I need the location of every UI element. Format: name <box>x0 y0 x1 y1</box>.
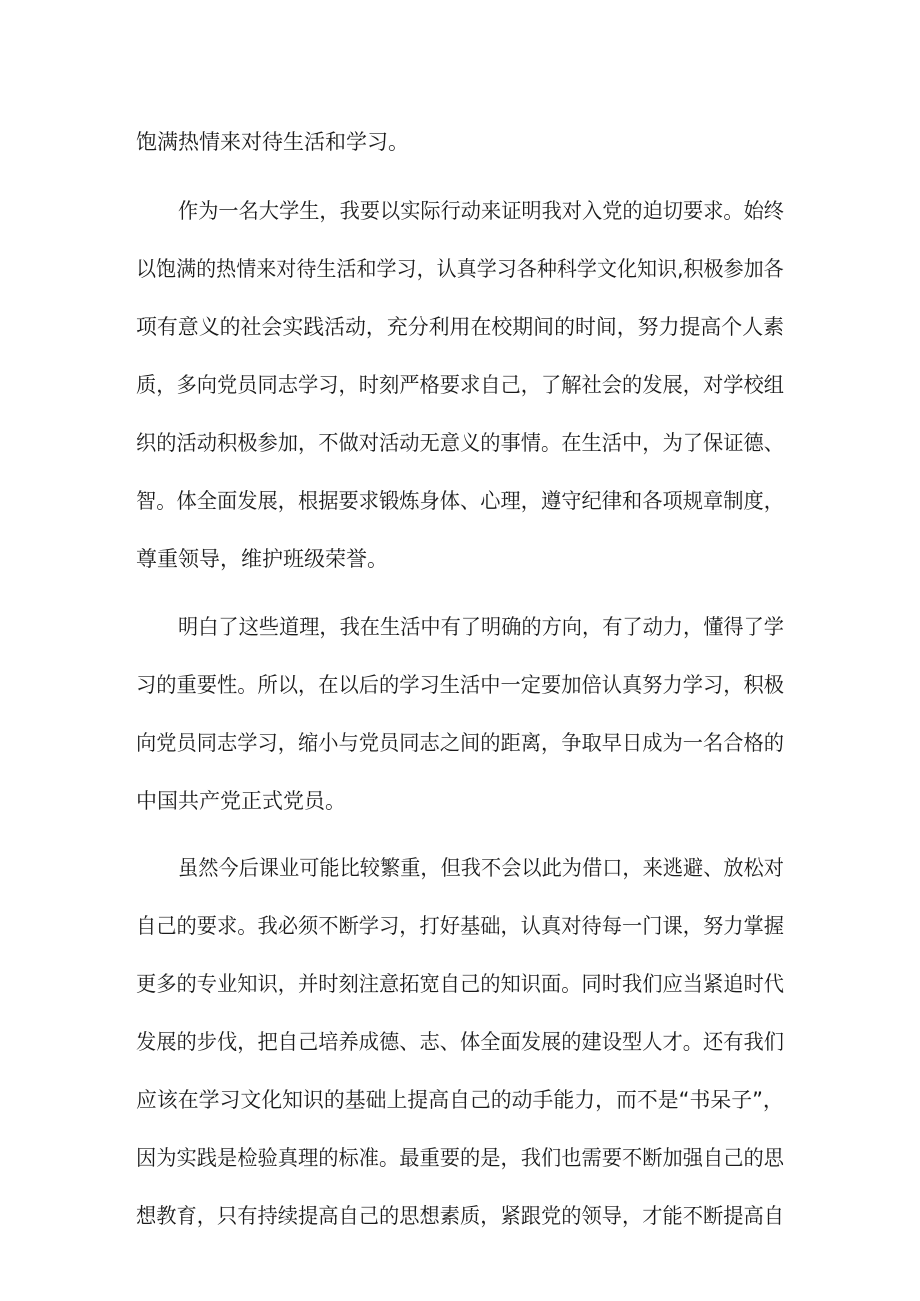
paragraph-line: 习的重要性。所以，在以后的学习生活中一定要加倍认真努力学习，积极 <box>136 673 784 697</box>
paragraph-line: 尊重领导，维护班级荣誉。 <box>136 547 388 571</box>
paragraph-line: 以饱满的热情来对待生活和学习，认真学习各种科学文化知识,积极参加各 <box>136 257 784 281</box>
paragraph-line: 更多的专业知识，并时刻注意拓宽自己的知识面。同时我们应当紧追时代 <box>136 972 784 996</box>
paragraph-line: 智。体全面发展，根据要求锻炼身体、心理，遵守纪律和各项规章制度， <box>136 489 784 513</box>
paragraph-line: 中国共产党正式党员。 <box>136 789 346 813</box>
paragraph-line: 想教育，只有持续提高自己的思想素质，紧跟党的领导，才能不断提高自 <box>136 1204 784 1228</box>
paragraph-line: 明白了这些道理，我在生活中有了明确的方向，有了动力，懂得了学 <box>178 615 784 639</box>
paragraph-line: 应该在学习文化知识的基础上提高自己的动手能力，而不是“书呆子”， <box>136 1088 784 1112</box>
paragraph-line: 饱满热情来对待生活和学习。 <box>136 130 409 154</box>
paragraph-line: 作为一名大学生，我要以实际行动来证明我对入党的迫切要求。始终 <box>178 199 784 223</box>
paragraph-line: 质，多向党员同志学习，时刻严格要求自己，了解社会的发展，对学校组 <box>136 373 784 397</box>
paragraph-line: 因为实践是检验真理的标准。最重要的是，我们也需要不断加强自己的思 <box>136 1146 784 1170</box>
paragraph-line: 自己的要求。我必须不断学习，打好基础，认真对待每一门课，努力掌握 <box>136 914 784 938</box>
paragraph-line: 发展的步伐，把自己培养成德、志、体全面发展的建设型人才。还有我们 <box>136 1030 784 1054</box>
paragraph-line: 织的活动积极参加，不做对活动无意义的事情。在生活中，为了保证德、 <box>136 431 784 455</box>
paragraph-line: 项有意义的社会实践活动，充分利用在校期间的时间，努力提高个人素 <box>136 315 784 339</box>
paragraph-line: 向党员同志学习，缩小与党员同志之间的距离，争取早日成为一名合格的 <box>136 731 784 755</box>
paragraph-line: 虽然今后课业可能比较繁重，但我不会以此为借口，来逃避、放松对 <box>178 856 784 880</box>
